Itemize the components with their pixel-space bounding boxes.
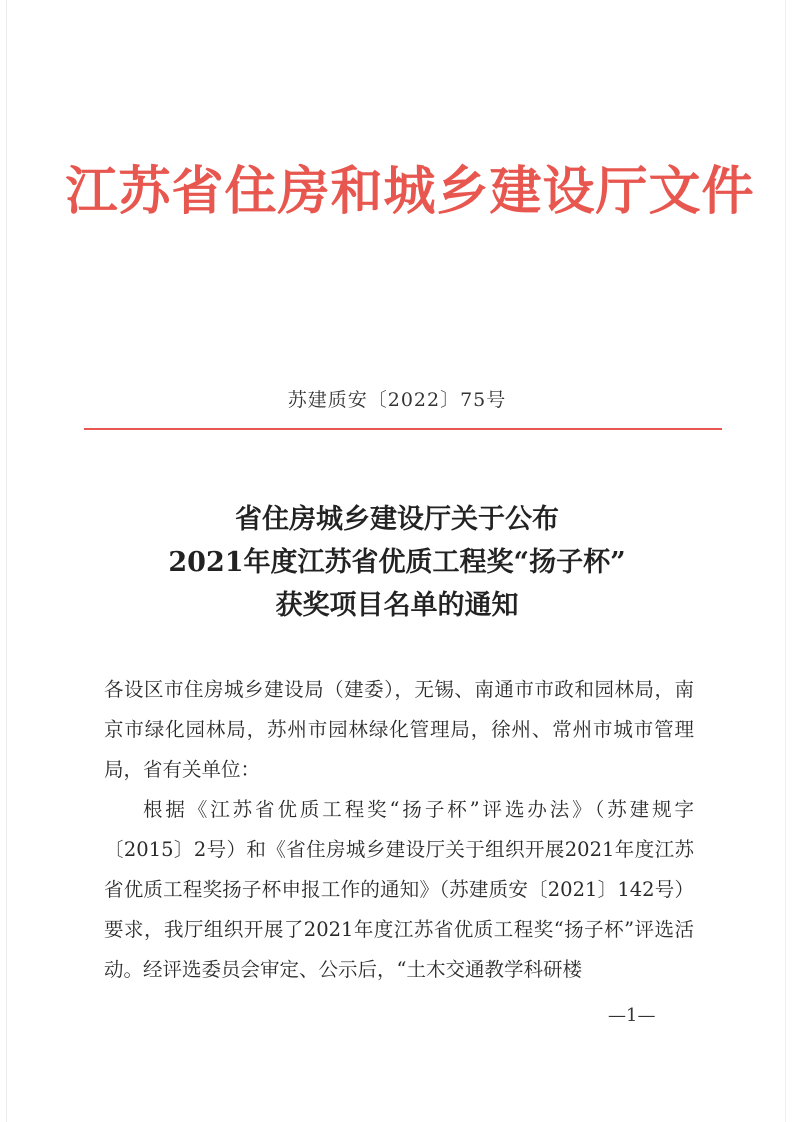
notice-body	[104, 670, 694, 990]
body-paragraph-1: 根据《江苏省优质工程奖“扬子杯”评选办法》（苏建规字〔2015〕2号）和《省住房城乡建设厅关于组织开展2021年度江苏省优质工程奖扬子杯申报工作的通知》（苏建质安〔2021〕142号）要求，我厅组织开展了2021年度江苏省优质工程奖“扬子杯”评选活动。经评选委员会审定、公示后，“土木交通教学科研楼	[104, 798, 694, 981]
notice-title	[0, 498, 794, 627]
document-number: 苏建质安〔2022〕75号	[287, 389, 507, 411]
notice-title-line-3: 获奖项目名单的通知	[275, 590, 519, 621]
page-number: —1—	[608, 1005, 656, 1026]
red-divider-line	[84, 428, 722, 430]
notice-title-line-2: 2021年度江苏省优质工程奖“扬子杯”	[168, 547, 626, 578]
addressees-paragraph: 各设区市住房城乡建设局（建委），无锡、南通市市政和园林局，南京市绿化园林局，苏州市园林绿化管理局，徐州、常州市城市管理局，省有关单位：	[104, 678, 694, 781]
notice-title-line-1: 省住房城乡建设厅关于公布	[235, 504, 559, 535]
issuer-header-title: 江苏省住房和城乡建设厅文件	[65, 161, 755, 222]
